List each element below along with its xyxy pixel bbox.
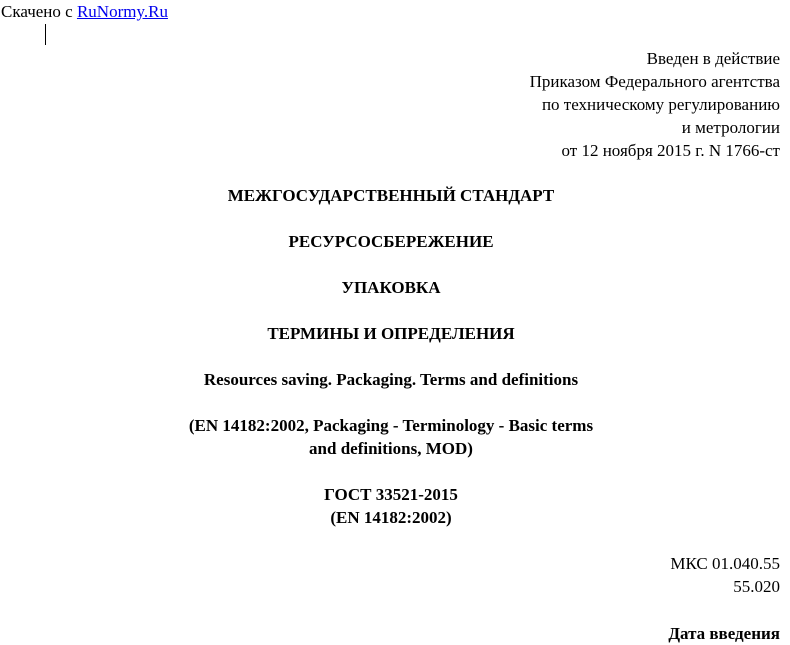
title-line: ТЕРМИНЫ И ОПРЕДЕЛЕНИЯ [267,324,515,343]
english-title [0,368,782,391]
mks-code: МКС 01.040.55 [670,554,780,573]
decree-line: и метрологии [681,118,780,137]
gost-equivalent: (EN 14182:2002) [330,508,452,527]
reference-block [0,414,782,460]
gost-number: ГОСТ 33521-2015 [324,485,458,504]
title-heading-3 [0,322,782,345]
title-heading-1 [0,230,782,253]
decree-line: Приказом Федерального агентства [529,72,780,91]
mks-code: 55.020 [733,577,780,596]
title-line: УПАКОВКА [341,278,441,297]
decree-line: от 12 ноября 2015 г. N 1766-ст [561,141,780,160]
gost-block [0,483,782,529]
standard-type: МЕЖГОСУДАРСТВЕННЫЙ СТАНДАРТ [227,186,555,205]
reference-line: and definitions, MOD) [309,439,473,458]
intro-date-label: Дата введения [668,624,780,643]
text-cursor [45,24,46,45]
decree-block [530,47,780,162]
decree-line: Введен в действие [646,49,780,68]
decree-line: по техническому регулированию [541,95,780,114]
source-prefix: Скачено с [1,2,77,21]
reference-line: (EN 14182:2002, Packaging - Terminology - Basic terms [188,416,594,435]
title-heading-2 [0,276,782,299]
title-line: РЕСУРСОСБЕРЕЖЕНИЕ [288,232,494,251]
english-title-line: Resources saving. Packaging. Terms and definitions [203,370,579,389]
source-line [1,2,168,22]
classification-codes [670,552,780,598]
standard-type-heading [0,184,782,207]
source-link[interactable]: RuNormy.Ru [76,2,168,21]
